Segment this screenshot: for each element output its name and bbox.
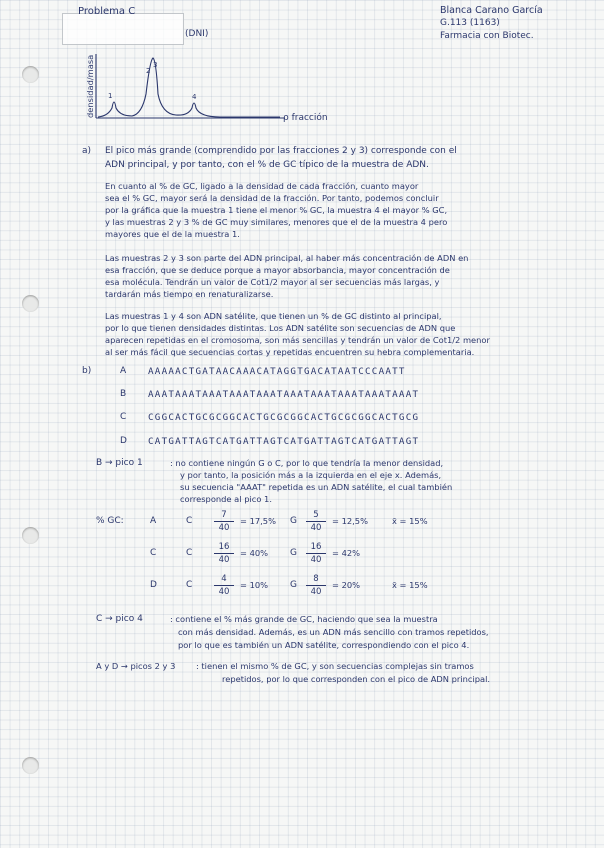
dni-label: (DNI) xyxy=(185,29,209,39)
paragraph-line: tardarán más tiempo en renaturalizarse. xyxy=(105,289,274,299)
sequence-text: AAATAAATAAATAAATAAATAAATAAATAAATAAATAAAT xyxy=(148,389,420,400)
paragraph-line: Las muestras 1 y 4 son ADN satélite, que tienen un % de GC distinto al principal, xyxy=(105,311,442,321)
fraction-bar xyxy=(306,553,326,554)
problem-title: Problema C xyxy=(78,6,136,17)
paragraph-line: al ser más fácil que secuencias cortas y repetidas encuentren su hebra complementaria. xyxy=(105,347,475,357)
paragraph-line: ADN principal, y por tanto, con el % de GC típico de la muestra de ADN. xyxy=(105,160,429,170)
peak-label: 3 xyxy=(153,61,158,69)
section-a-label: a) xyxy=(82,146,92,156)
sequence-text: AAAAACTGATAACAAACATAGGTGACATAATCCCAATT xyxy=(148,366,406,377)
gc-letter: G xyxy=(290,548,297,558)
author-name: Blanca Carano García xyxy=(440,5,543,16)
paragraph-line: sea el % GC, mayor será la densidad de la fracción. Por tanto, podemos concluir xyxy=(105,193,439,203)
gc-letter: G xyxy=(290,516,297,526)
gc-letter: G xyxy=(290,580,297,590)
gc-numerator: 8 xyxy=(313,574,319,584)
paragraph-line: y las muestras 2 y 3 % de GC muy similares, menores que el de la muestra 4 pero xyxy=(105,217,448,227)
fraction-bar xyxy=(306,521,326,522)
author-degree: Farmacia con Biotec. xyxy=(440,31,534,41)
gc-numerator: 4 xyxy=(221,574,227,584)
tape-label xyxy=(62,13,184,45)
gc-denominator: 40 xyxy=(218,555,230,565)
fraction-bar xyxy=(214,521,234,522)
paragraph-line: aparecen repetidas en el cromosoma, son más sencillas y tendrán un valor de Cot1/2 menor xyxy=(105,335,490,345)
binder-hole xyxy=(22,527,39,544)
paragraph-line: esa fracción, que se deduce porque a mayor absorbancia, mayor concentración de xyxy=(105,265,450,275)
explanation-line: su secuencia "AAAT" repetida es un ADN satélite, el cual también xyxy=(180,482,453,492)
fraction-bar xyxy=(214,585,234,586)
gc-result: = 10% xyxy=(240,580,269,590)
gc-denominator: 40 xyxy=(218,587,230,597)
explanation-line: : contiene el % más grande de GC, haciendo que sea la muestra xyxy=(170,614,438,624)
gc-result: = 20% xyxy=(332,580,361,590)
gc-letter: C xyxy=(186,516,193,526)
explanation-line: : no contiene ningún G o C, por lo que tendría la menor densidad, xyxy=(170,458,444,468)
binder-hole xyxy=(22,757,39,774)
gc-denominator: 40 xyxy=(310,523,322,533)
gc-total: x̄ = 15% xyxy=(392,580,428,590)
peak-label: 1 xyxy=(108,92,113,100)
gc-letter: C xyxy=(186,580,193,590)
gc-numerator: 16 xyxy=(310,542,322,552)
gc-numerator: 16 xyxy=(218,542,230,552)
sequence-id: B xyxy=(120,389,127,399)
gc-row-id: D xyxy=(150,580,157,590)
author-group: G.113 (1163) xyxy=(440,18,500,28)
paragraph-line: El pico más grande (comprendido por las fracciones 2 y 3) corresponde con el xyxy=(105,146,457,156)
explanation-line: repetidos, por lo que corresponden con el pico de ADN principal. xyxy=(222,674,491,684)
explanation-line: corresponde al pico 1. xyxy=(180,494,272,504)
sequence-id: D xyxy=(120,436,127,446)
density-curve xyxy=(98,58,280,117)
section-b-label: b) xyxy=(82,366,92,376)
gc-denominator: 40 xyxy=(218,523,230,533)
paragraph-line: mayores que el de la muestra 1. xyxy=(105,229,240,239)
sequence-text: CATGATTAGTCATGATTAGTCATGATTAGTCATGATTAGT xyxy=(148,436,420,447)
gc-letter: C xyxy=(186,548,193,558)
paragraph-line: esa molécula. Tendrán un valor de Cot1/2 mayor al ser secuencias más largas, y xyxy=(105,277,440,287)
paragraph-line: por la gráfica que la muestra 1 tiene el menor % GC, la muestra 4 el mayor % GC, xyxy=(105,205,448,215)
gc-label: % GC: xyxy=(96,516,124,526)
fraction-bar xyxy=(214,553,234,554)
gc-denominator: 40 xyxy=(310,555,322,565)
gc-result: = 42% xyxy=(332,548,361,558)
graph-xlabel: ρ fracción xyxy=(283,113,328,123)
gc-result: = 12,5% xyxy=(332,516,368,526)
gc-denominator: 40 xyxy=(310,587,322,597)
binder-hole xyxy=(22,295,39,312)
explanation-line: con más densidad. Además, es un ADN más sencillo con tramos repetidos, xyxy=(178,627,489,637)
gc-total: x̄ = 15% xyxy=(392,516,428,526)
ad-pico-label: A y D → picos 2 y 3 xyxy=(96,661,176,671)
gc-row-id: A xyxy=(150,516,157,526)
explanation-line: por lo que es también un ADN satélite, correspondiendo con el pico 4. xyxy=(178,640,470,650)
c-pico-label: C → pico 4 xyxy=(96,614,143,624)
paragraph-line: por lo que tienen densidades distintas. Los ADN satélite son secuencias de ADN que xyxy=(105,323,456,333)
sequence-id: A xyxy=(120,366,127,376)
gc-numerator: 5 xyxy=(313,510,319,520)
binder-hole xyxy=(22,66,39,83)
gc-result: = 17,5% xyxy=(240,516,276,526)
sequence-text: CGGCACTGCGCGGCACTGCGCGGCACTGCGCGGCACTGCG xyxy=(148,412,420,423)
peak-label: 4 xyxy=(192,93,197,101)
b-pico-label: B → pico 1 xyxy=(96,458,143,468)
sequence-id: C xyxy=(120,412,127,422)
explanation-line: y por tanto, la posición más a la izquierda en el eje x. Además, xyxy=(180,470,442,480)
graph-ylabel: densidad/masa xyxy=(85,54,95,118)
peak-label: 2 xyxy=(146,67,151,75)
paragraph-line: Las muestras 2 y 3 son parte del ADN principal, al haber más concentración de ADN en xyxy=(105,253,469,263)
gc-row-id: C xyxy=(150,548,157,558)
fraction-bar xyxy=(306,585,326,586)
explanation-line: : tienen el mismo % de GC, y son secuencias complejas sin tramos xyxy=(196,661,474,671)
paragraph-line: En cuanto al % de GC, ligado a la densidad de cada fracción, cuanto mayor xyxy=(105,181,419,191)
gc-numerator: 7 xyxy=(221,510,227,520)
gc-result: = 40% xyxy=(240,548,269,558)
